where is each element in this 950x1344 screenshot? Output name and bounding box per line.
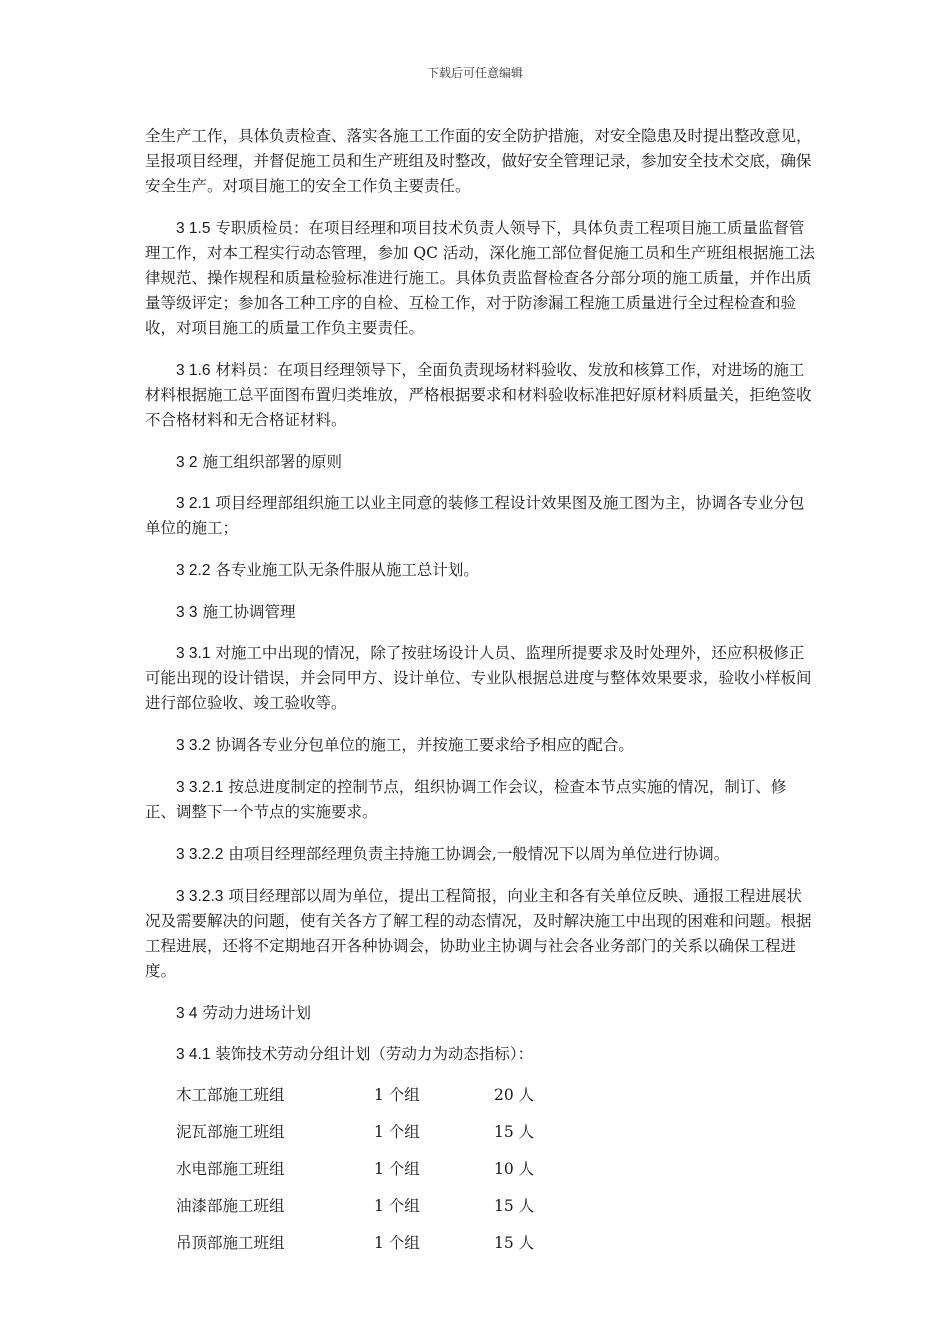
paragraph-11 [145,842,815,867]
paragraph-9 [145,733,815,758]
people-count: 10 人 [494,1160,535,1178]
group-count: 1 个组 [374,1197,420,1215]
paragraph-10 [145,775,815,825]
section-heading-3-2 [145,450,815,475]
section-number: 3 4 [176,1005,198,1022]
paragraph-text: 装饰技术劳动分组计划（劳动力为动态指标）： [210,1045,534,1063]
paragraph-text: 项目经理部组织施工以业主同意的装修工程设计效果图及施工图为主，协调各专业分包单位的施工； [145,494,805,537]
paragraph-text: 项目经理部以周为单位，提出工程简报，向业主和各有关单位反映、通报工程进展状况及需要解决的问题，使有关各方了解工程的动态情况，及时解决施工中出现的困难和问题。根据工程进展，还将不定期地召开各种协调会，协助业主协调与社会各业务部门的关系以确保工程进度。 [145,887,812,980]
people-count: 15 人 [494,1123,535,1141]
paragraph-text: 按总进度制定的控制节点，组织协调工作会议，检查本节点实施的情况，制订、修正、调整下一个节点的实施要求。 [145,778,787,821]
group-count: 1 个组 [374,1160,420,1178]
team-name: 木工部施工班组 [176,1086,285,1104]
section-number: 3 2.2 [176,562,211,579]
people-count: 20 人 [494,1086,535,1104]
paragraph-1 [145,124,815,199]
paragraph-text: 由项目经理部经理负责主持施工协调会,一般情况下以周为单位进行协调。 [223,845,730,863]
paragraph-3 [145,358,815,433]
section-number: 3 3.2.3 [176,888,224,905]
section-number: 3 2.1 [176,495,211,512]
page-header: 下载后可任意编辑 [426,66,523,80]
group-count: 1 个组 [374,1123,420,1141]
paragraph-text: 各专业施工队无条件服从施工总计划。 [210,561,479,579]
group-count: 1 个组 [374,1234,420,1252]
paragraph-text: 专职质检员：在项目经理和项目技术负责人领导下，具体负责工程项目施工质量监督管理工作，对本工程实行动态管理，参加 QC 活动，深化施工部位督促施工员和生产班组根据施工法律规范、操作规程和质量检验标准进行施工。具体负责监督检查各分部分项的施工质量，并作出质量等级评定；参加各工种工序的自检、互检工作，对于防渗漏工程施工质量进行全过程检查和验收，对项目施工的质量工作负主要责任。 [145,219,815,337]
team-name: 吊顶部施工班组 [176,1234,285,1252]
section-heading-3-4 [145,1001,815,1026]
paragraph-2 [145,216,815,341]
people-count: 15 人 [494,1234,535,1252]
heading-text: 施工协调管理 [197,603,296,621]
labor-table [145,1083,815,1256]
paragraph-text: 对施工中出现的情况，除了按驻场设计人员、监理所提要求及时处理外，还应积极修正可能出现的设计错误，并会同甲方、设计单位、专业队根据总进度与整体效果要求，验收小样板间进行部位验收、竣工验收等。 [145,644,812,712]
section-number: 3 3.2.1 [176,779,224,796]
labor-row [145,1120,815,1145]
team-name: 水电部施工班组 [176,1160,285,1178]
section-number: 3 1.6 [176,362,211,379]
paragraph-text: 全生产工作，具体负责检查、落实各施工工作面的安全防护措施，对安全隐患及时提出整改意见，呈报项目经理，并督促施工员和生产班组及时整改，做好安全管理记录，参加安全技术交底，确保安全生产。对项目施工的安全工作负主要责任。 [145,127,812,195]
section-number: 3 4.1 [176,1046,211,1063]
paragraph-14 [145,1042,815,1067]
section-number: 3 3.2 [176,737,211,754]
team-name: 泥瓦部施工班组 [176,1123,285,1141]
team-name: 油漆部施工班组 [176,1197,285,1215]
section-number: 3 3.2.2 [176,846,224,863]
paragraph-8 [145,641,815,716]
section-number: 3 3 [176,604,198,621]
section-number: 3 3.1 [176,645,211,662]
document-body [145,124,815,1268]
labor-row [145,1231,815,1256]
group-count: 1 个组 [374,1086,420,1104]
people-count: 15 人 [494,1197,535,1215]
heading-text: 劳动力进场计划 [197,1004,311,1022]
labor-row [145,1083,815,1108]
section-number: 3 1.5 [176,220,211,237]
section-heading-3-3 [145,600,815,625]
paragraph-text: 材料员：在项目经理领导下，全面负责现场材料验收、发放和核算工作，对进场的施工材料根据施工总平面图布置归类堆放，严格根据要求和材料验收标准把好原材料质量关，拒绝签收不合格材料和无合格证材料。 [145,361,812,429]
section-number: 3 2 [176,454,198,471]
paragraph-text: 协调各专业分包单位的施工，并按施工要求给予相应的配合。 [210,736,634,754]
paragraph-5 [145,491,815,541]
paragraph-6 [145,558,815,583]
labor-row [145,1194,815,1219]
heading-text: 施工组织部署的原则 [197,453,342,471]
labor-row [145,1157,815,1182]
paragraph-12 [145,884,815,984]
